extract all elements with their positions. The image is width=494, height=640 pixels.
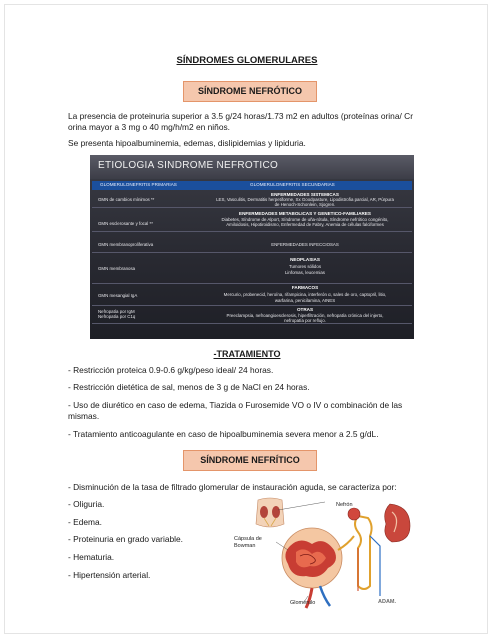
row-divider: [92, 305, 412, 306]
sec-text: Diabetes, Síndrome de Alport, Síndrome de uña-rótula, Síndrome nefrótico congénito,: [221, 217, 389, 222]
nephron-illustration: [234, 496, 418, 610]
row-divider: [92, 252, 412, 253]
sec-text: LES, Vasculitis, Dermatitis herpetiforme, Sx Goodpasture, Lipodistrofia parcial, AR, Púrpura: [216, 197, 394, 202]
primaria-item: GMN de cambios mínimos **: [98, 197, 155, 202]
sec-text: Mercurio, probenecid, heroína, rifampicina, interferón α, sales de oro, captopril, litio,: [223, 292, 387, 297]
tratamiento-heading: -TRATAMIENTO: [213, 349, 281, 359]
label-glomerulo: Glomérulo: [290, 600, 316, 606]
sec-heading: ENFERMEDADES SISTEMICAS: [271, 192, 339, 197]
nefritico-banner: SÍNDROME NEFRÍTICO: [183, 450, 317, 471]
primaria-item: GMN membranoproliferativa: [98, 242, 154, 247]
nephron-drawing: [240, 496, 418, 610]
nefritico-item: - Hematuria.: [68, 552, 115, 562]
nefritico-item: - Oliguria.: [68, 499, 105, 509]
nefritico-item: - Proteinuria en grado variable.: [68, 534, 183, 544]
col-secundarias: GLOMERULONEFRITIS SECUNDARIAS: [250, 182, 335, 187]
tratamiento-item: - Uso de diurético en caso de edema, Tiazida o Furosemide VO o IV o combinación de las mismas.: [68, 400, 403, 421]
nefritico-intro: - Disminución de la tasa de filtrado glomerular de instauración aguda, se caracteriza por:: [68, 482, 397, 492]
sec-text: nefropatía por reflujo.: [284, 318, 326, 323]
sec-text: Tumores sólidos: [288, 264, 322, 269]
label-bowman: Bowman: [234, 543, 256, 549]
primaria-item: Nefropatía por IgM: [98, 309, 135, 314]
document-title: SÍNDROMES GLOMERULARES: [176, 55, 318, 66]
nefritico-item: - Edema.: [68, 517, 102, 527]
etiologia-header: [90, 155, 414, 179]
primaria-item: Nefropatía por C1q: [98, 314, 136, 319]
sec-text: de Henoch-Schonlein, Sjogren.: [274, 202, 336, 207]
nefrotico-banner: SÍNDROME NEFRÓTICO: [183, 81, 317, 102]
sec-text: warfarina, penicilamina, AINES: [274, 298, 336, 303]
sec-text: Preeclampsia, nefroangioesclerosis, hiperfiltración, nefropatía crónica del injerto,: [226, 313, 384, 318]
adam-logo: ADAM.: [378, 599, 397, 605]
sec-text: Linfomas, leucemias: [284, 270, 326, 275]
nefrotico-paragraph-1: La presencia de proteinuria superior a 3.5 g/24 horas/1.73 m2 en adultos (proteínas orina/ Cr orina mayor a 3 mg o 40 mg/h/m2 en niños.: [68, 111, 413, 132]
primaria-item: GMN esclerosante y focal **: [98, 221, 153, 226]
row-divider: [92, 231, 412, 232]
nefrotico-paragraph-2: Se presenta hipoalbuminemia, edemas, dislipidemias y lipiduria.: [68, 138, 306, 148]
etiologia-title: ETIOLOGIA SINDROME NEFROTICO: [98, 160, 279, 171]
nefritico-item: - Hipertensión arterial.: [68, 570, 151, 580]
tratamiento-item: - Tratamiento anticoagulante en caso de hipoalbuminemia severa menor a 2.5 g/dL.: [68, 429, 379, 439]
row-divider: [92, 283, 412, 284]
primaria-item: GMN membranosa: [98, 266, 136, 271]
label-nefron: Nefrón: [336, 502, 353, 508]
label-capsula: Cápsula de: [234, 536, 262, 542]
sec-heading: ENFERMEDADES METABOLICAS Y GENETICO-FAMILIARES: [239, 211, 371, 216]
col-primarias: GLOMERULONEFRITIS PRIMARIAS: [100, 182, 177, 187]
sec-text: Amiloidosis, Hipotiroidismo, Enfermedad de Fabry, Anemia de células falciformes: [226, 222, 384, 227]
primaria-item: GMN mesangial IgA: [98, 293, 138, 298]
tratamiento-item: - Restricción dietética de sal, menos de 3 g de NaCl en 24 horas.: [68, 382, 310, 392]
sec-heading: NEOPLASIAS: [290, 257, 320, 262]
sec-heading: OTRAS: [296, 307, 314, 312]
etiologia-image: [90, 155, 414, 339]
sec-heading: FARMACOS: [291, 285, 319, 290]
sec-text: ENFERMEDADES INFECCIOSAS: [271, 242, 339, 247]
tratamiento-item: - Restricción proteica 0.9-0.6 g/kg/peso ideal/ 24 horas.: [68, 365, 274, 375]
